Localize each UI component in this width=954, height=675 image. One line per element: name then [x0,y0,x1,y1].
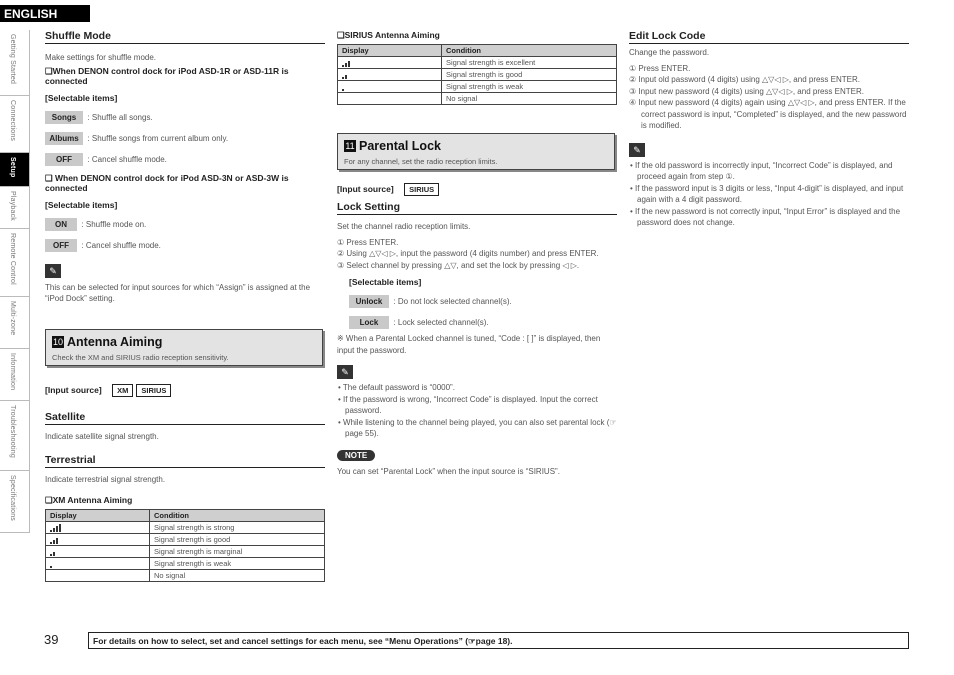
pencil-icon: ✎ [337,365,353,379]
list-item: ③ Input new password (4 digits) using △▽◁ ▷, and press ENTER. [629,86,864,96]
column-middle [337,30,617,477]
input-chip-sirius: SIRIUS [404,183,439,196]
input-source-label: [Input source] [45,384,102,395]
chip-off-2-desc: : Cancel shuffle mode. [81,240,161,250]
list-item: • The default password is “0000”. [338,383,455,392]
shuffle-items-list-1 [45,107,325,167]
sirius-col-condition: Condition [442,45,617,57]
signal-bars-icon [50,547,56,556]
chip-off: OFF [45,153,83,166]
table-row [338,69,617,81]
page-number: 39 [44,632,59,647]
table-row [46,521,325,533]
sirius-condition: Signal strength is weak [442,81,617,93]
signal-bar [50,542,52,544]
input-source-label: [Input source] [337,184,394,194]
list-item: ② Using △▽◁ ▷, input the password (4 digits number) and press ENTER. [337,249,599,258]
chip-off-desc: : Cancel shuffle mode. [87,154,167,164]
note-badge: NOTE [337,450,375,461]
signal-bar [53,552,55,556]
signal-bar [345,63,347,67]
chip-unlock: Unlock [349,295,389,308]
table-row [46,569,325,581]
signal-bar [56,538,58,544]
input-chip-sirius: SIRIUS [136,384,171,397]
edit-lock-steps [629,63,909,132]
table-row [46,533,325,545]
table-row [338,57,617,69]
parental-lock-section [337,133,615,170]
shuffle-items-list-2 [45,214,325,253]
signal-bar [53,540,55,544]
column-right [629,30,909,229]
xm-condition: Signal strength is strong [150,521,325,533]
signal-bar [342,89,344,91]
xm-condition: Signal strength is weak [150,557,325,569]
list-item: ④ Input new password (4 digits) again using △▽◁ ▷, and press ENTER. If the correct password is input, “Completed” is displayed, and the new password is modified. [629,98,907,130]
xm-condition: No signal [150,569,325,581]
input-chip-xm: XM [112,384,133,397]
edit-lock-code-heading: Edit Lock Code [629,30,909,44]
chip-unlock-desc: : Do not lock selected channel(s). [393,297,512,306]
section-sidebar [0,30,30,533]
sidebar-tab-connections[interactable]: Connections [0,96,30,153]
lock-setting-heading: Lock Setting [337,201,617,215]
signal-bar [50,566,52,568]
pencil-icon: ✎ [629,143,645,157]
selectable-items-label-3: [Selectable items] [349,277,422,287]
signal-bar [342,77,344,79]
chip-off-2: OFF [45,239,77,252]
xm-col-condition: Condition [150,509,325,521]
edit-lock-memo-list [629,160,909,229]
signal-bars-icon [50,535,59,544]
dock-group1-heading: ❑When DENON control dock for iPod ASD-1R or ASD-11R is connected [45,65,289,86]
antenna-section-number: 10 [52,336,63,347]
selectable-items-label: [Selectable items] [45,92,118,103]
chip-on: ON [45,218,77,231]
sidebar-tab-specifications[interactable]: Specifications [0,471,30,533]
signal-bar [56,526,58,532]
column-left [45,30,325,582]
sidebar-tab-information[interactable]: Information [0,349,30,401]
signal-bar [348,61,350,67]
sirius-col-display: Display [338,45,442,57]
sidebar-tab-multi-zone[interactable]: Multi-zone [0,297,30,349]
sirius-signal-table [337,44,617,105]
signal-bar [342,65,344,67]
sirius-antenna-heading: ❑SIRIUS Antenna Aiming [337,30,440,40]
signal-bars-icon [342,58,351,67]
xm-condition: Signal strength is marginal [150,545,325,557]
parental-memo-list [337,382,617,440]
sidebar-tab-remote-control[interactable]: Remote Control [0,229,30,297]
list-item: • If the password is wrong, “Incorrect Code” is displayed. Input the correct password. [338,394,598,415]
list-item: ② Input old password (4 digits) using △▽◁ ▷, and press ENTER. [629,75,860,84]
signal-bars-icon [50,523,62,532]
parental-section-number: 11 [345,141,355,151]
chip-albums: Albums [45,132,83,145]
lock-setting-intro: Set the channel radio reception limits. [337,222,471,231]
sidebar-tab-playback[interactable]: Playback [0,187,30,229]
dock-group2-heading: ❑ When DENON control dock for iPod ASD-3N or ASD-3W is connected [45,172,289,193]
list-item: ③ Select channel by pressing △▽, and set the lock by pressing ◁ ▷. [337,260,580,270]
parental-lock-subtitle: For any channel, set the radio reception limits. [344,157,498,166]
antenna-aiming-subtitle: Check the XM and SIRIUS radio reception sensitivity. [52,352,229,362]
signal-bars-icon [50,559,53,568]
shuffle-mode-heading: Shuffle Mode [45,30,325,44]
xm-col-display: Display [46,509,150,521]
signal-bar [345,75,347,79]
sidebar-tab-getting-started[interactable]: Getting Started [0,30,30,96]
xm-signal-table [45,509,325,582]
signal-bars-icon [342,70,348,79]
satellite-heading: Satellite [45,411,325,425]
terrestrial-text: Indicate terrestrial signal strength. [45,475,166,484]
parental-note-text: You can set “Parental Lock” when the input source is “SIRIUS”. [337,466,560,476]
signal-bars-icon [342,82,345,91]
xm-condition: Signal strength is good [150,533,325,545]
parental-input-source [337,179,617,197]
antenna-aiming-title: Antenna Aiming [67,334,163,349]
xm-antenna-heading: ❑XM Antenna Aiming [45,494,133,505]
signal-bar [50,554,52,556]
selectable-items-label-2: [Selectable items] [45,199,118,210]
list-item: • While listening to the channel being played, you can also set parental lock (☞page 55). [338,417,617,438]
shuffle-intro: Make settings for shuffle mode. [45,53,157,62]
sirius-condition: No signal [442,93,617,105]
chip-lock-desc: : Lock selected channel(s). [393,318,489,327]
chip-lock: Lock [349,316,389,329]
table-row [46,545,325,557]
antenna-aiming-section [45,329,323,366]
table-row [46,557,325,569]
list-item: ① Press ENTER. [337,237,399,247]
lock-setting-steps [337,237,617,272]
signal-bar [50,530,52,532]
list-item: • If the old password is incorrectly input, “Incorrect Code” is displayed, and proceed again from step ①. [630,160,893,181]
terrestrial-heading: Terrestrial [45,454,325,468]
language-label: ENGLISH [0,5,90,22]
list-item: • If the new password is not correctly input, “Input Error” is displayed and the password does not change. [630,206,901,227]
chip-songs-desc: : Shuffle all songs. [87,112,153,122]
sidebar-tab-setup[interactable]: Setup [0,153,30,187]
pencil-icon: ✎ [45,264,61,278]
signal-bar [59,524,61,532]
lock-items-list [349,291,617,330]
antenna-input-source [45,380,325,398]
chip-albums-desc: : Shuffle songs from current album only. [87,133,229,143]
edit-lock-intro: Change the password. [629,48,710,57]
chip-songs: Songs [45,111,83,124]
signal-bar [53,528,55,532]
parental-asterisk-note: ※ When a Parental Locked channel is tuned, “Code : [ ]” is displayed, then input the password. [337,334,601,355]
table-row [338,93,617,105]
list-item: • If the password input is 3 digits or less, “Input 4-digit” is displayed, and input again with a 4 digit password. [630,183,904,204]
footer-note: For details on how to select, set and cancel settings for each menu, see “Menu Operations” (☞page 18). [88,632,909,649]
shuffle-memo-text: This can be selected for input sources for which “Assign” is assigned at the “iPod Dock” setting. [45,282,311,303]
sidebar-tab-troubleshooting[interactable]: Troubleshooting [0,401,30,471]
chip-on-desc: : Shuffle mode on. [81,219,147,229]
list-item: ① Press ENTER. [629,63,691,73]
table-row [338,81,617,93]
sirius-condition: Signal strength is excellent [442,57,617,69]
parental-lock-title: Parental Lock [359,139,441,153]
satellite-text: Indicate satellite signal strength. [45,431,159,441]
sirius-condition: Signal strength is good [442,69,617,81]
